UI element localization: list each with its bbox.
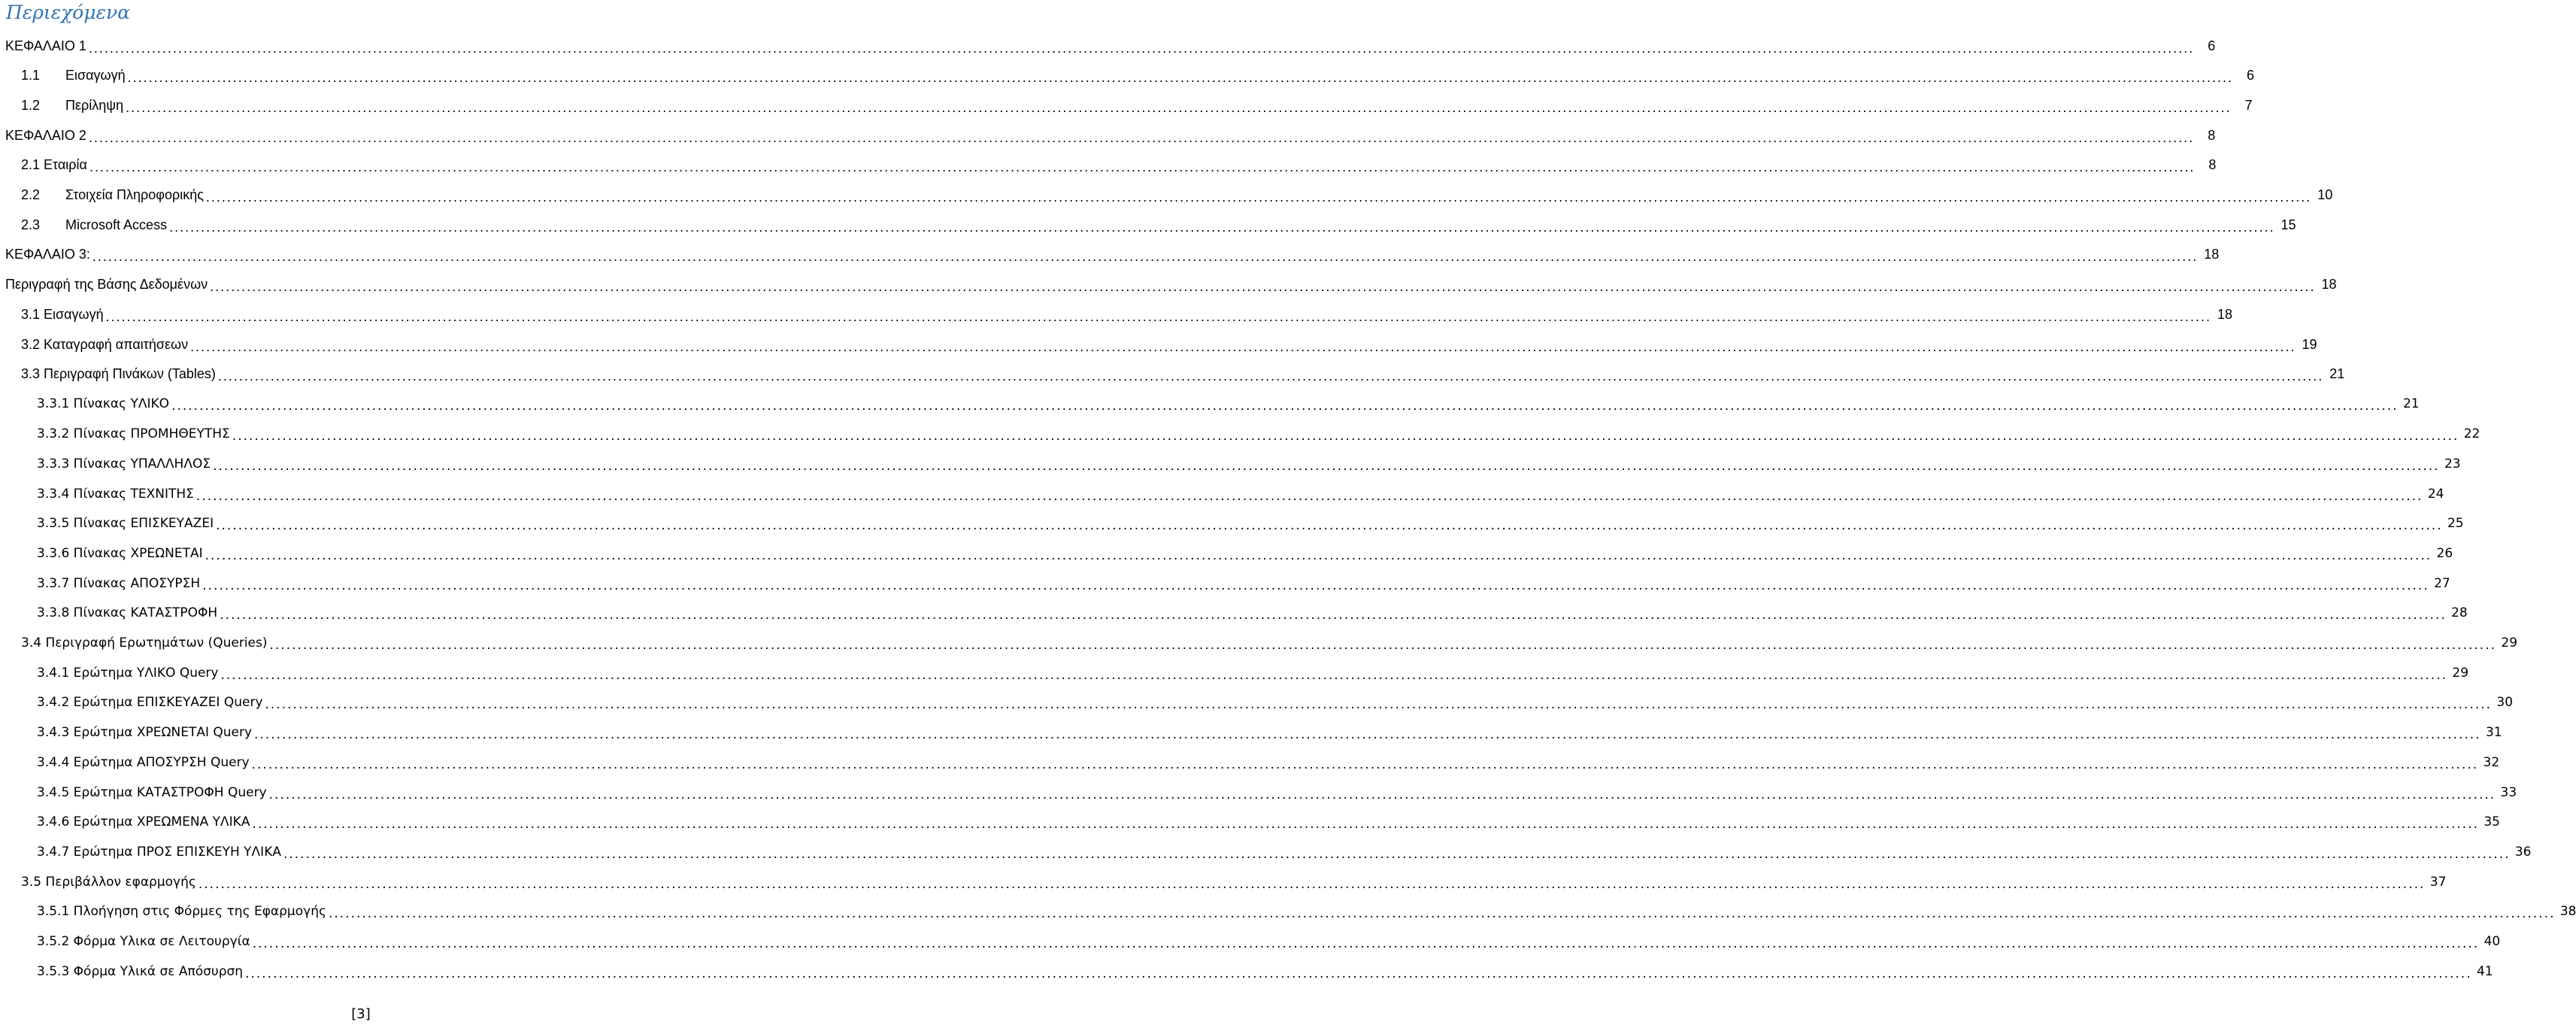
toc-entry-number: 3.3.8 Πίνακας ΚΑΤΑΣΤΡΟΦΗ: [37, 605, 218, 621]
toc-entry-title: Στοιχεία Πληροφορικής: [65, 187, 204, 202]
toc-entry-number: 2.2: [21, 187, 41, 202]
toc-entry[interactable]: [0, 926, 2501, 957]
toc-leader-dots: ................................................................................................................................................................................................................................................................................................................................................................................................................: [169, 219, 2275, 235]
toc-entry-page: 33: [2500, 784, 2517, 800]
toc-entry-number: 3.3.6 Πίνακας ΧΡΕΩΝΕΤΑΙ: [37, 545, 203, 561]
toc-leader-dots: ................................................................................................................................................................................................................................................................................................................................................................................................................: [88, 129, 2195, 145]
toc-leader-dots: ................................................................................................................................................................................................................................................................................................................................................................................................................: [252, 817, 2479, 832]
toc-entry-page: 32: [2483, 754, 2500, 770]
toc-entry-number: 3.5.3 Φόρμα Υλικά σε Απόσυρση: [37, 963, 244, 979]
toc-entry-page: 21: [2402, 396, 2420, 412]
toc-entry-title: Περίληψη: [65, 97, 124, 113]
toc-entry-number: ΚΕΦΑΛΑΙΟ 2: [5, 127, 86, 143]
toc-leader-dots: ................................................................................................................................................................................................................................................................................................................................................................................................................: [217, 368, 2324, 384]
toc-entry[interactable]: [0, 598, 2468, 628]
toc-entry-number: 3.4.4 Ερώτημα ΑΠΟΣΥΡΣΗ Query: [37, 754, 250, 770]
toc-entry-number: ΚΕΦΑΛΑΙΟ 1: [5, 38, 86, 53]
toc-entry-number: 3.4.2 Ερώτημα ΕΠΙΣΚΕΥΑΖΕΙ Query: [37, 695, 263, 711]
toc-leader-dots: ................................................................................................................................................................................................................................................................................................................................................................................................................: [216, 518, 2443, 534]
toc-leader-dots: ................................................................................................................................................................................................................................................................................................................................................................................................................: [89, 159, 2196, 175]
toc-entry-page: 18: [2217, 306, 2232, 322]
toc-entry-page: 8: [2208, 157, 2217, 173]
toc-entry[interactable]: [0, 628, 2518, 658]
toc-entry-number: 3.5 Περιβάλλον εφαρμογής: [21, 874, 196, 890]
toc-entry[interactable]: [0, 90, 2253, 120]
toc-entry-number: 3.4.5 Ερώτημα ΚΑΤΑΣΤΡΟΦΗ Query: [37, 784, 267, 800]
toc-leader-dots: ................................................................................................................................................................................................................................................................................................................................................................................................................: [190, 338, 2296, 354]
toc-leader-dots: ................................................................................................................................................................................................................................................................................................................................................................................................................: [268, 787, 2496, 802]
toc-entry[interactable]: [0, 717, 2502, 748]
toc-entry[interactable]: [0, 658, 2469, 688]
toc-entry-number: Περιγραφή της Βάσης Δεδομένων: [5, 277, 208, 293]
toc-entry-page: 38: [2559, 904, 2576, 920]
toc-entry-page: 40: [2484, 934, 2501, 949]
toc-leader-dots: ................................................................................................................................................................................................................................................................................................................................................................................................................: [205, 547, 2432, 563]
toc-entry-page: 23: [2444, 456, 2461, 472]
toc-entry-page: 31: [2485, 725, 2502, 741]
toc-leader-dots: ................................................................................................................................................................................................................................................................................................................................................................................................................: [205, 190, 2312, 205]
toc-entry-page: 8: [2208, 127, 2216, 143]
toc-entry-number: 3.4.6 Ερώτημα ΧΡΕΩΜΕΝΑ ΥΛΙΚΑ: [37, 814, 250, 830]
toc-leader-dots: ................................................................................................................................................................................................................................................................................................................................................................................................................: [251, 757, 2479, 772]
toc-entry-page: 30: [2496, 695, 2514, 711]
toc-entry-page: 24: [2427, 486, 2444, 502]
toc-entry[interactable]: [0, 778, 2517, 808]
toc-leader-dots: ................................................................................................................................................................................................................................................................................................................................................................................................................: [202, 578, 2429, 593]
toc-entry-number: ΚΕΦΑΛΑΙΟ 3:: [5, 247, 90, 262]
toc-entry-title: Microsoft Access: [65, 217, 168, 232]
toc-entry[interactable]: [0, 687, 2514, 717]
toc-entry[interactable]: [0, 299, 2232, 329]
toc-entry[interactable]: [0, 389, 2420, 419]
toc-entry-number: 3.3.3 Πίνακας ΥΠΑΛΛΗΛΟΣ: [37, 456, 211, 472]
toc-entry-page: 21: [2329, 366, 2345, 382]
toc-entry-title: Εισαγωγή: [65, 68, 126, 83]
toc-entry-page: 18: [2321, 277, 2337, 293]
toc-entry-page: 18: [2204, 247, 2220, 262]
toc-leader-dots: ................................................................................................................................................................................................................................................................................................................................................................................................................: [195, 488, 2423, 504]
toc-leader-dots: ................................................................................................................................................................................................................................................................................................................................................................................................................: [265, 697, 2493, 713]
toc-leader-dots: ................................................................................................................................................................................................................................................................................................................................................................................................................: [283, 846, 2511, 862]
toc-entry[interactable]: [0, 508, 2464, 538]
toc-entry[interactable]: [0, 867, 2447, 897]
toc-entry-number: 3.5.1 Πλοήγηση στις Φόρμες της Εφαρμογής: [37, 904, 326, 920]
toc-leader-dots: ................................................................................................................................................................................................................................................................................................................................................................................................................: [198, 876, 2426, 892]
toc-entry[interactable]: [0, 837, 2532, 867]
toc-entry-page: 28: [2451, 605, 2468, 621]
toc-entry[interactable]: [0, 180, 2333, 211]
toc-entry[interactable]: [0, 359, 2345, 390]
toc-leader-dots: ................................................................................................................................................................................................................................................................................................................................................................................................................: [232, 429, 2459, 444]
toc-entry[interactable]: [0, 807, 2500, 837]
toc-entry-page: 10: [2317, 187, 2333, 202]
toc-entry[interactable]: [0, 150, 2217, 180]
toc-entry-page: 7: [2244, 97, 2253, 113]
toc-leader-dots: ................................................................................................................................................................................................................................................................................................................................................................................................................: [252, 936, 2480, 951]
toc-entry[interactable]: [0, 538, 2453, 569]
toc-entry[interactable]: [0, 479, 2444, 509]
page-title: Περιεχόμενα: [6, 2, 131, 23]
toc-leader-dots: ................................................................................................................................................................................................................................................................................................................................................................................................................: [126, 99, 2232, 115]
toc-leader-dots: ................................................................................................................................................................................................................................................................................................................................................................................................................: [269, 638, 2497, 653]
toc-entry-number: 3.3.4 Πίνακας ΤΕΧΝΙΤΗΣ: [37, 486, 194, 502]
toc-entry-page: 15: [2281, 217, 2296, 232]
toc-entry-number: 3.1 Εισαγωγή: [21, 306, 104, 322]
toc-entry-page: 25: [2447, 516, 2464, 532]
toc-entry-page: 29: [2452, 665, 2469, 681]
toc-entry-page: 22: [2463, 426, 2481, 442]
toc-entry-number: 3.4.3 Ερώτημα ΧΡΕΩΝΕΤΑΙ Query: [37, 725, 253, 741]
toc-entry-page: 41: [2476, 963, 2493, 979]
toc-leader-dots: ................................................................................................................................................................................................................................................................................................................................................................................................................: [92, 249, 2199, 265]
toc-entry-page: 26: [2436, 545, 2453, 561]
page-number: [3]: [351, 1006, 371, 1022]
toc-entry[interactable]: [0, 419, 2481, 449]
toc-entry-number: 2.1 Εταιρία: [21, 157, 87, 173]
toc-entry[interactable]: [0, 270, 2337, 300]
toc-entry-number: 3.3.2 Πίνακας ΠΡΟΜΗΘΕΥΤΗΣ: [37, 426, 230, 442]
toc-entry-number: 2.3: [21, 217, 41, 232]
toc-leader-dots: ................................................................................................................................................................................................................................................................................................................................................................................................................: [254, 727, 2481, 743]
toc-entry[interactable]: [0, 957, 2493, 987]
toc-entry-number: 3.3.5 Πίνακας ΕΠΙΣΚΕΥΑΖΕΙ: [37, 516, 214, 532]
toc-entry-number: 3.4.7 Ερώτημα ΠΡΟΣ ΕΠΙΣΚΕΥΗ ΥΛΙΚΑ: [37, 844, 281, 860]
toc-entry-page: 6: [2208, 38, 2216, 53]
toc-entry[interactable]: [0, 569, 2450, 599]
toc-entry-page: 35: [2484, 814, 2500, 830]
toc-leader-dots: ................................................................................................................................................................................................................................................................................................................................................................................................................: [220, 667, 2448, 683]
toc-entry-number: 3.3 Περιγραφή Πινάκων (Tables): [21, 366, 216, 382]
toc-entry-page: 19: [2302, 336, 2317, 352]
toc-leader-dots: ................................................................................................................................................................................................................................................................................................................................................................................................................: [245, 966, 2472, 981]
toc-entry[interactable]: [0, 31, 2216, 61]
toc-entry-number: 3.3.1 Πίνακας ΥΛΙΚΟ: [37, 396, 170, 412]
toc-entry-number: 1.2: [21, 97, 41, 113]
toc-leader-dots: ................................................................................................................................................................................................................................................................................................................................................................................................................: [213, 458, 2440, 474]
toc-leader-dots: ................................................................................................................................................................................................................................................................................................................................................................................................................: [171, 399, 2399, 414]
toc-entry[interactable]: [0, 210, 2296, 240]
toc-entry[interactable]: [0, 748, 2500, 778]
toc-leader-dots: ................................................................................................................................................................................................................................................................................................................................................................................................................: [88, 40, 2195, 56]
toc-leader-dots: ................................................................................................................................................................................................................................................................................................................................................................................................................: [105, 308, 2211, 324]
toc-entry-number: 3.4.1 Ερώτημα ΥΛΙΚΟ Query: [37, 665, 219, 681]
toc-entry-number: 3.4 Περιγραφή Ερωτημάτων (Queries): [21, 635, 268, 650]
toc-entry-number: 3.3.7 Πίνακας ΑΠΟΣΥΡΣΗ: [37, 575, 201, 591]
toc-leader-dots: ................................................................................................................................................................................................................................................................................................................................................................................................................: [220, 608, 2447, 623]
toc-entry-number: 3.5.2 Φόρμα Υλικα σε Λειτουργία: [37, 934, 250, 949]
toc-entry-page: 37: [2429, 874, 2447, 890]
toc-entry[interactable]: [0, 240, 2220, 270]
toc-entry-number: 1.1: [21, 68, 41, 83]
toc-entry[interactable]: [0, 61, 2255, 91]
toc-entry-page: 27: [2434, 575, 2450, 591]
toc-entry[interactable]: [0, 120, 2216, 150]
toc-entry-page: 6: [2247, 68, 2255, 83]
toc-entry-page: 36: [2514, 844, 2532, 860]
toc-leader-dots: ................................................................................................................................................................................................................................................................................................................................................................................................................: [210, 279, 2316, 295]
toc-entry[interactable]: [0, 329, 2317, 359]
toc-entry-number: 3.2 Καταγραφή απαιτήσεων: [21, 336, 189, 352]
toc-entry[interactable]: [0, 449, 2461, 479]
toc-leader-dots: ................................................................................................................................................................................................................................................................................................................................................................................................................: [127, 70, 2234, 86]
toc-entry[interactable]: [0, 896, 2576, 926]
toc-leader-dots: ................................................................................................................................................................................................................................................................................................................................................................................................................: [328, 906, 2556, 922]
toc-entry-page: 29: [2501, 635, 2518, 650]
